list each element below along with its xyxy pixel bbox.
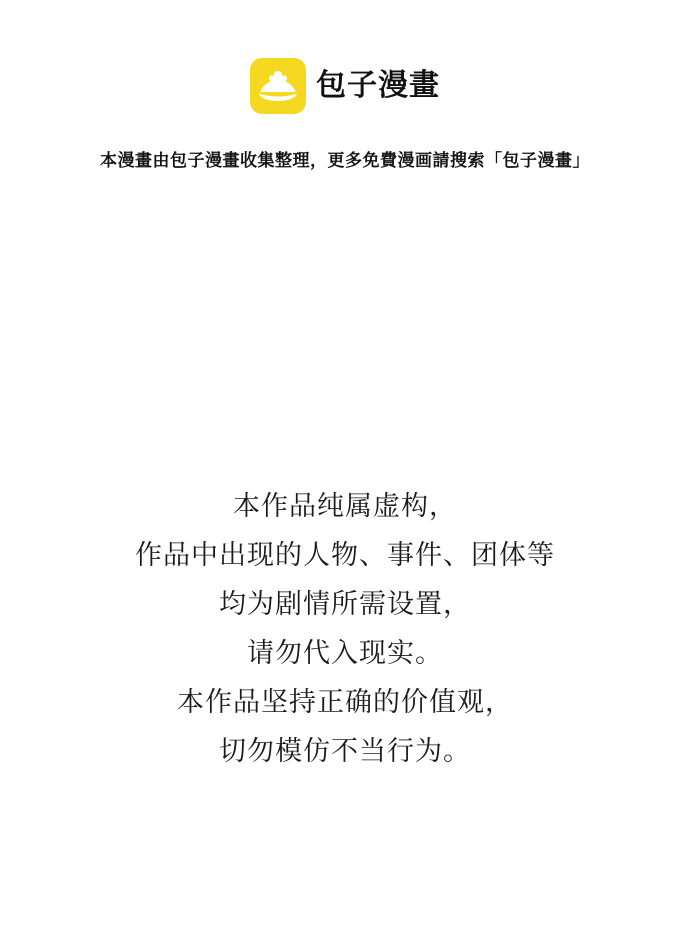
site-tagline: 本漫畫由包子漫畫收集整理，更多免費漫画請搜索「包子漫畫」 bbox=[100, 151, 590, 170]
disclaimer-line: 本作品纯属虚构， bbox=[233, 491, 457, 521]
disclaimer-text bbox=[0, 482, 690, 776]
disclaimer-line: 切勿模仿不当行为。 bbox=[219, 736, 471, 766]
disclaimer-line: 本作品坚持正确的价值观， bbox=[177, 687, 513, 717]
brand-header bbox=[0, 0, 690, 114]
brand-name: 包子漫畫 bbox=[316, 69, 440, 102]
disclaimer-line: 均为剧情所需设置， bbox=[219, 589, 471, 619]
disclaimer-line: 作品中出现的人物、事件、团体等 bbox=[135, 540, 555, 570]
baozi-bun-icon bbox=[250, 58, 306, 114]
disclaimer-line: 请勿代入现实。 bbox=[247, 638, 443, 668]
